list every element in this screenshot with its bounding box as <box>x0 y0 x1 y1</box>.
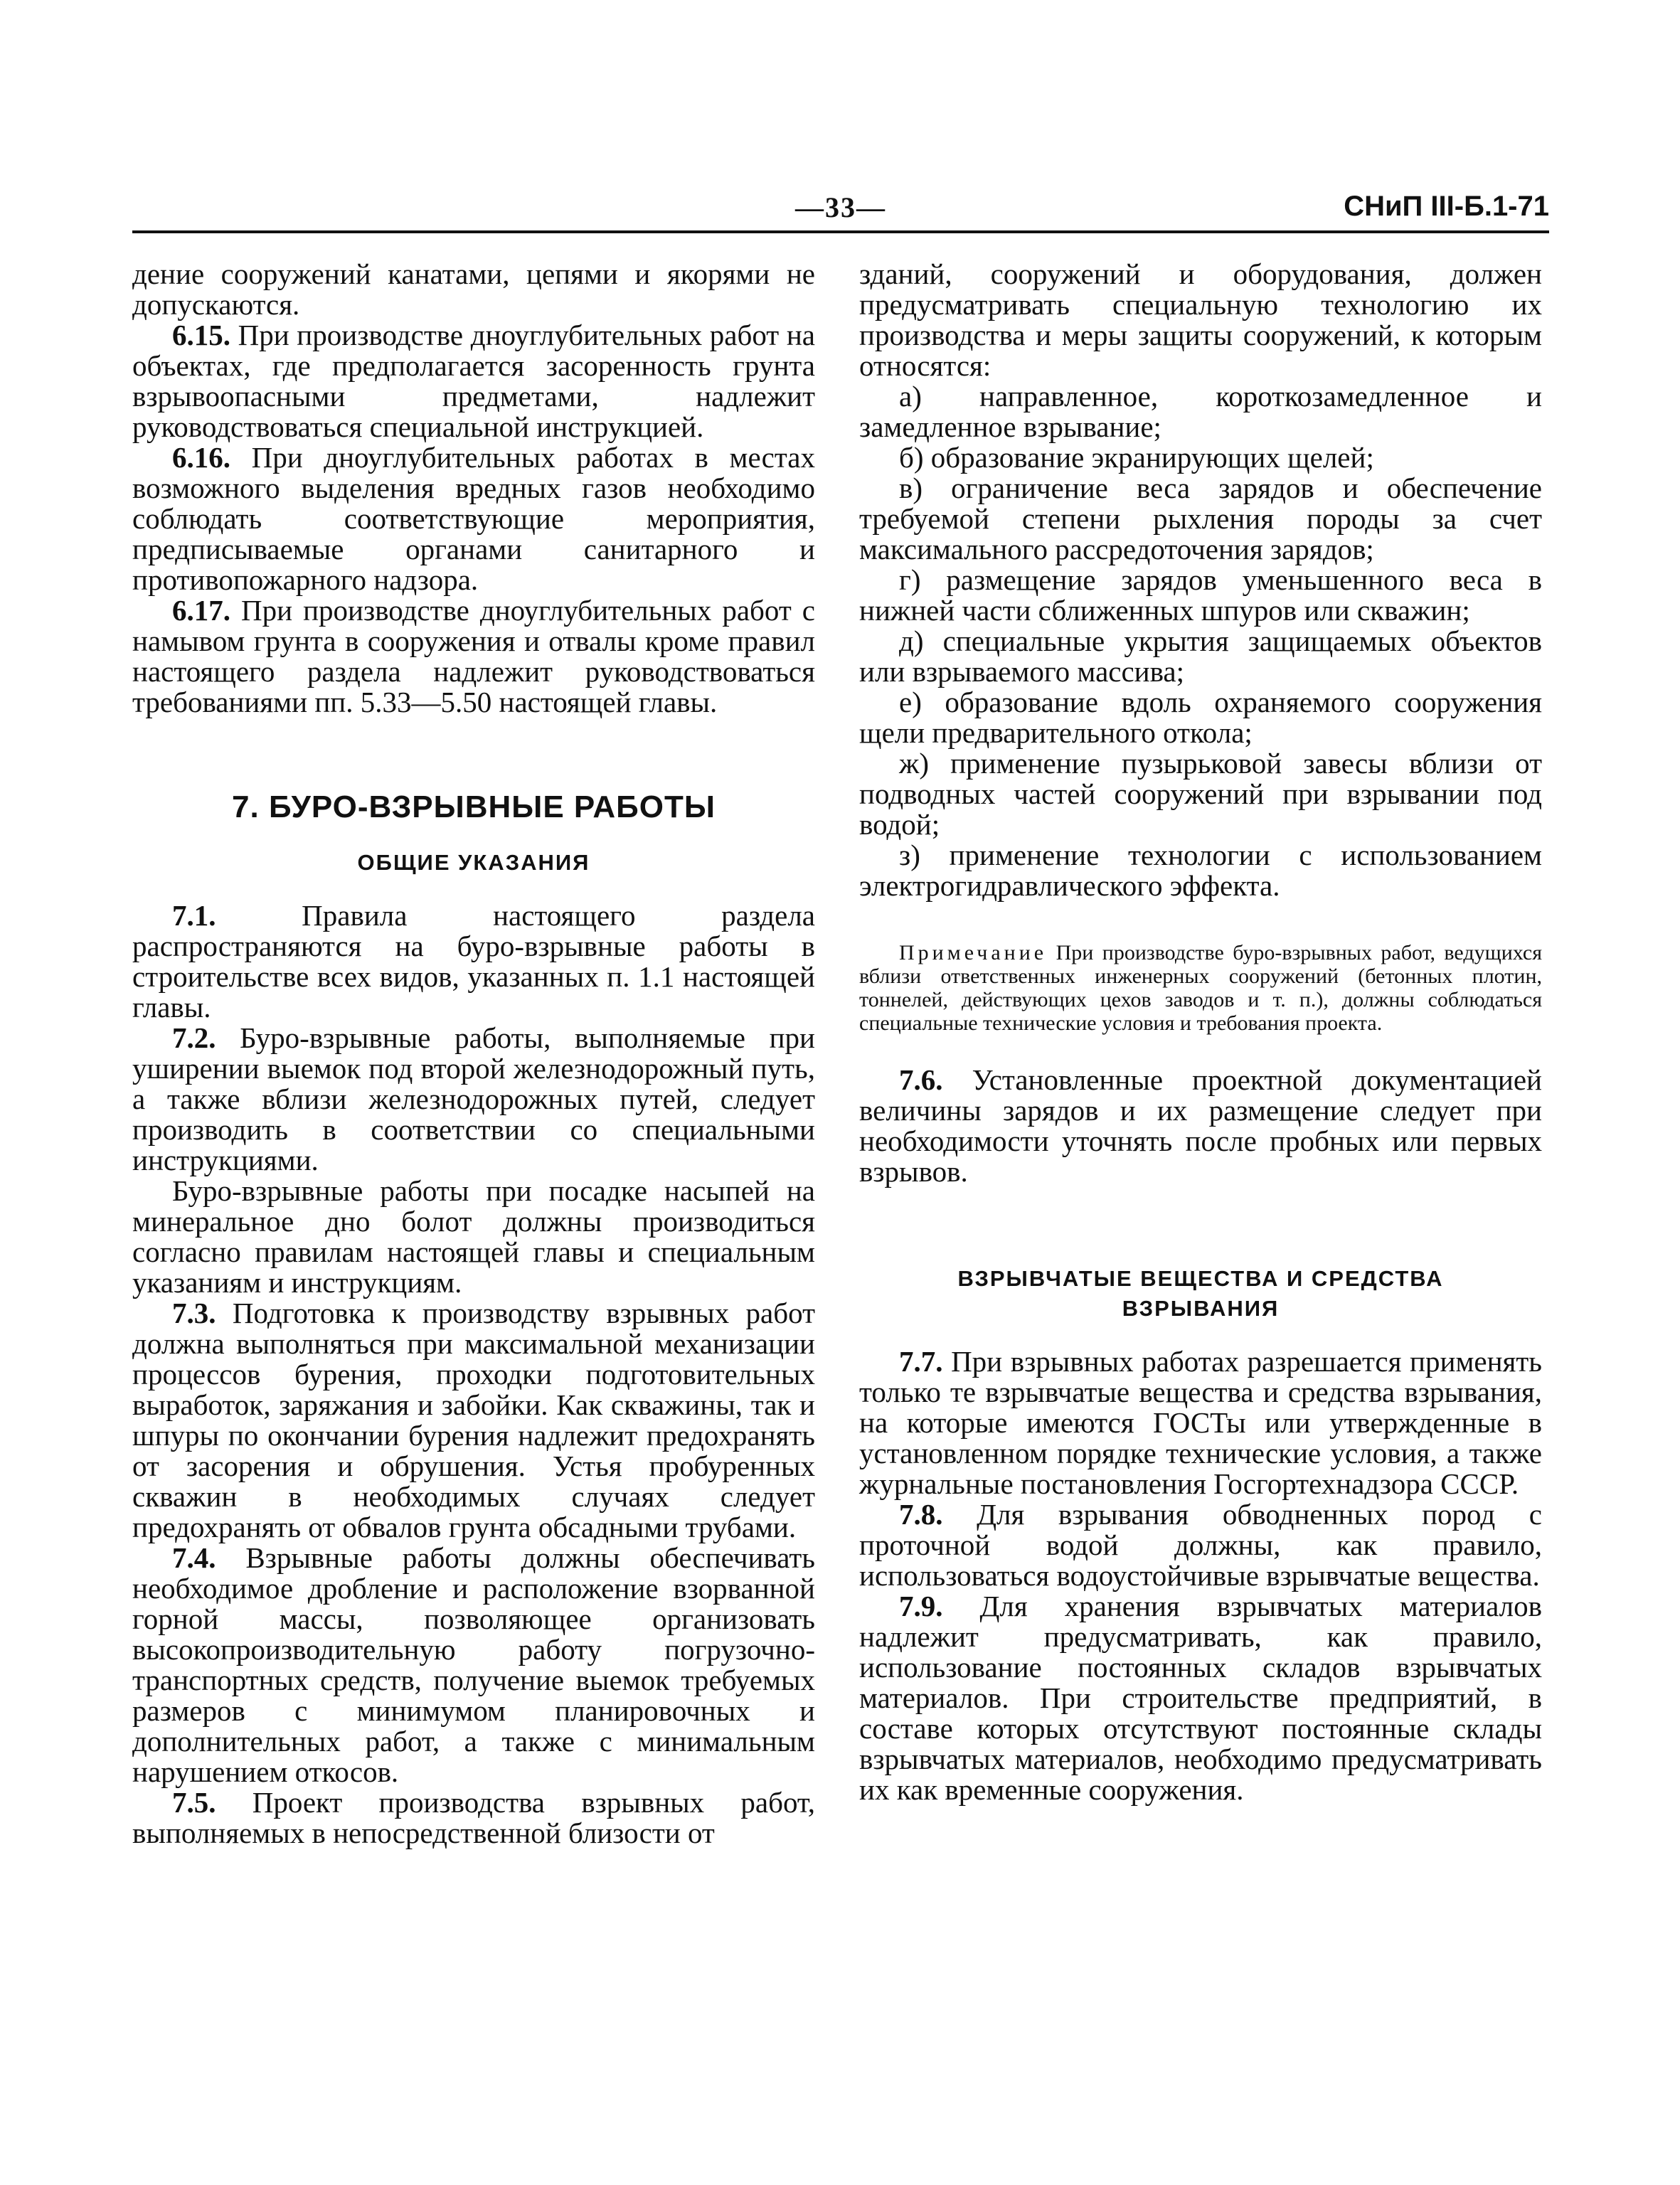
paragraph-text: Буро-взрывные работы, выполняемые при уширении выемок под второй железнодорожный путь, а также вблизи железнодорожных путей, следует производить в соответствии со специальными инструкциями. <box>132 1021 815 1176</box>
list-item: д) специальные укрытия защищаемых объектов или взрываемого массива; <box>859 624 1542 688</box>
paragraph-number: 7.2. <box>172 1021 216 1054</box>
paragraph-number: 7.7. <box>899 1345 943 1378</box>
paragraph-7-6 <box>859 1065 1542 1187</box>
list-item: з) применение технологии с использованием электрогидравлического эффекта. <box>859 839 1542 902</box>
list-item: ж) применение пузырьковой завесы вблизи от подводных частей сооружений при взрывании под водой; <box>859 747 1542 841</box>
note-text: При производстве буро-взрывных работ, ведущихся вблизи ответственных инженерных сооружений (бетонных плотин, тоннелей, действующих цехов заводов и т. п.), должны соблюдаться специальные технические условия и требования проекта. <box>859 941 1542 1035</box>
paragraph-text: Для взрывания обводненных пород с проточной водой должны, как правило, использоваться водоустойчивые взрывчатые вещества. <box>859 1498 1542 1592</box>
note-label: Примечание <box>899 941 1048 964</box>
header-rule <box>132 230 1549 233</box>
note <box>859 941 1542 1035</box>
list-item: е) образование вдоль охраняемого сооружения щели предварительного откола; <box>859 686 1542 749</box>
paragraph-7-3 <box>132 1298 815 1543</box>
paragraph-number: 7.3. <box>172 1297 216 1329</box>
paragraph-text: При производстве дноуглубительных работ на объектах, где предполагается засоренность грунта взрывоопасными предметами, надлежит руководствоваться специальной инструкцией. <box>132 319 815 443</box>
page-number: —33— <box>795 191 886 223</box>
paragraph-7-2 <box>132 1023 815 1176</box>
paragraph-text: При взрывных работах разрешается применять только те взрывчатые вещества и средства взрывания, на которые имеются ГОСТы или утвержденные в установленном порядке технические условия, а также журнальные постановления Госгортехнадзора СССР. <box>859 1345 1542 1500</box>
paragraph-7-7 <box>859 1346 1542 1499</box>
list-item: г) размещение зарядов уменьшенного веса в нижней части сближенных шпуров или скважин; <box>859 563 1542 627</box>
paragraph-text: Проект производства взрывных работ, выполняемых в непосредственной близости от <box>132 1786 815 1849</box>
subsection-title-general: ОБЩИЕ УКАЗАНИЯ <box>357 850 590 875</box>
paragraph-number: 7.6. <box>899 1063 943 1096</box>
paragraph-text: Взрывные работы должны обеспечивать необходимое дробление и расположение взорванной горной массы, позволяющее организовать высокопроизводительную работу погрузочно-транспортных средств, получение выемок требуемых размеров с минимумом планировочных и дополнительных работ, а также с минимальным нарушением откосов. <box>132 1541 815 1788</box>
paragraph-number: 6.15. <box>172 319 230 351</box>
paragraph-7-9 <box>859 1591 1542 1805</box>
paragraph-text: Подготовка к производству взрывных работ должна выполняться при максимальной механизации процессов бурения, проходки подготовительных выработок, заряжания и забойки. Как скважины, так и шпуры по окончании бурения надлежит предохранять от засорения и обрушения. Устья пробуренных скважин в необходимых случаях следует предохранять от обвалов грунта обсадными трубами. <box>132 1297 815 1543</box>
paragraph-number: 6.17. <box>172 594 230 627</box>
page-header <box>132 191 1549 229</box>
paragraph-continuation: дение сооружений канатами, цепями и якорями не допускаются. <box>132 257 815 321</box>
paragraph-number: 7.8. <box>899 1498 943 1531</box>
paragraph-number: 7.1. <box>172 899 216 932</box>
paragraph-6-16 <box>132 442 815 595</box>
paragraph-6-17 <box>132 595 815 718</box>
paragraph-text: При производстве дноуглубительных работ с намывом грунта в сооружения и отвалы кроме правил настоящего раздела надлежит руководствоваться требованиями пп. 5.33—5.50 настоящей главы. <box>132 594 815 718</box>
paragraph-7-5 <box>132 1787 815 1849</box>
paragraph-7-5-continuation: зданий, сооружений и оборудования, должен предусматривать специальную технологию их производства и меры защиты сооружений, к которым относятся: <box>859 257 1542 382</box>
list-item: б) образование экранирующих щелей; <box>899 441 1374 474</box>
left-column <box>132 259 815 1849</box>
paragraph-7-1 <box>132 900 815 1023</box>
list-item: в) ограничение веса зарядов и обеспечение требуемой степени рыхления породы за счет максимального рассредоточения зарядов; <box>859 472 1542 565</box>
list-item: а) направленное, короткозамедленное и замедленное взрывание; <box>859 380 1542 443</box>
paragraph-number: 6.16. <box>172 441 230 474</box>
paragraph-text: Установленные проектной документацией величины зарядов и их размещение следует при необходимости уточнять после пробных или первых взрывов. <box>859 1063 1542 1188</box>
document-code: СНиП III-Б.1-71 <box>1344 191 1549 222</box>
right-column <box>859 259 1542 1805</box>
subsection-title-explosives <box>859 1264 1542 1324</box>
paragraph-text: При дноуглубительных работах в местах возможного выделения вредных газов необходимо соблюдать соответствующие мероприятия, предписываемые органами санитарного и противопожарного надзора. <box>132 441 815 596</box>
section-title: 7. БУРО-ВЗРЫВНЫЕ РАБОТЫ <box>232 790 716 824</box>
subsection-title-line: ВЗРЫВЧАТЫЕ ВЕЩЕСТВА И СРЕДСТВА <box>957 1266 1444 1291</box>
paragraph-number: 7.5. <box>172 1786 216 1819</box>
paragraph-6-15 <box>132 320 815 442</box>
paragraph-7-8 <box>859 1499 1542 1591</box>
subsection-title-line: ВЗРЫВАНИЯ <box>1122 1296 1280 1321</box>
paragraph-7-2-b: Буро-взрывные работы при посадке насыпей на минеральное дно болот должны производиться согласно правилам настоящей главы и специальным указаниям и инструкциям. <box>132 1174 815 1299</box>
paragraph-number: 7.4. <box>172 1541 216 1574</box>
paragraph-number: 7.9. <box>899 1590 943 1622</box>
paragraph-text: Для хранения взрывчатых материалов надлежит предусматривать, как правило, использование постоянных складов взрывчатых материалов. При строительстве предприятий, в составе которых отсутствуют постоянные склады взрывчатых материалов, необходимо предусматривать их как временные сооружения. <box>859 1590 1542 1806</box>
paragraph-7-4 <box>132 1543 815 1787</box>
paragraph-text: Правила настоящего раздела распространяются на буро-взрывные работы в строительстве всех видов, указанных п. 1.1 настоящей главы. <box>132 899 815 1024</box>
